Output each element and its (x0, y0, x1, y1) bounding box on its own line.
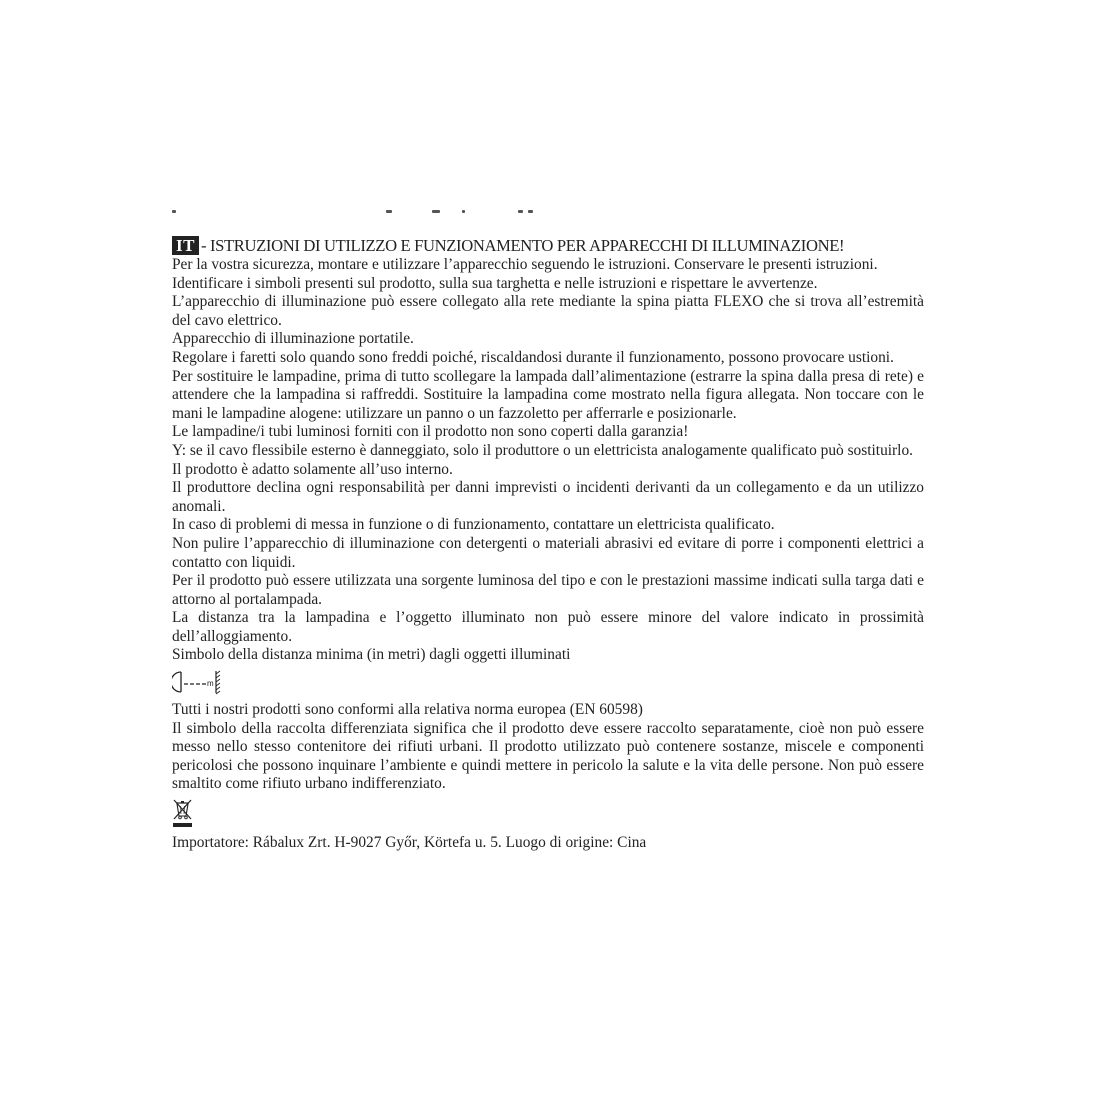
paragraph: Y: se il cavo flessibile esterno è danneggiato, solo il produttore o un elettricista analogamente qualificato può sostituirlo. (172, 441, 913, 459)
paragraph: La distanza tra la lampadina e l’oggetto illuminato non può essere minore del valore indicato in prossimità dell’alloggiamento. (172, 609, 924, 645)
paragraph: Identificare i simboli presenti sul prodotto, sulla sua targhetta e nelle istruzioni e rispettare le avvertenze. (172, 274, 818, 292)
paragraph: Simbolo della distanza minima (in metri) dagli oggetti illuminati (172, 646, 571, 664)
paragraph: Il produttore declina ogni responsabilità per danni imprevisti o incidenti derivanti da un collegamento e da un utilizzo anomali. (172, 479, 924, 515)
minimum-distance-symbol-icon (172, 669, 224, 695)
crossed-out-wheelie-bin-icon (172, 798, 194, 828)
importer-footer: Importatore: Rábalux Zrt. H-9027 Győr, Körtefa u. 5. Luogo di origine: Cina (172, 834, 647, 852)
paragraph: Tutti i nostri prodotti sono conformi alla relativa norma europea (EN 60598) (172, 701, 643, 719)
paragraph: Apparecchio di illuminazione portatile. (172, 330, 414, 348)
language-badge: IT (172, 236, 199, 255)
paragraph: Per il prodotto può essere utilizzata una sorgente luminosa del tipo e con le prestazioni massime indicati sulla targa dati e attorno al portalampada. (172, 572, 924, 608)
heading-title: - ISTRUZIONI DI UTILIZZO E FUNZIONAMENTO PER APPARECCHI DI ILLUMINAZIONE! (200, 235, 845, 255)
paragraph: Non pulire l’apparecchio di illuminazione con detergenti o materiali abrasivi ed evitare di porre i componenti elettrici a contatto con liquidi. (172, 534, 924, 571)
paragraph: Il simbolo della raccolta differenziata significa che il prodotto deve essere raccolto separatamente, cioè non può essere messo nello stesso contenitore dei rifiuti urbani. Il prodotto utilizzato può contenere sostanze, miscele e componenti pericolosi che possono inquinare l’ambiente e quindi mettere in pericolo la salute e la vita delle persone. Non può essere smaltito come rifiuto urbano indifferenziato. (172, 719, 924, 793)
document-heading (172, 234, 924, 256)
paragraph: In caso di problemi di messa in funzione o di funzionamento, contattare un elettricista qualificato. (172, 516, 775, 534)
clipped-text-fragment (172, 204, 924, 216)
paragraph: Le lampadine/i tubi luminosi forniti con il prodotto non sono coperti dalla garanzia! (172, 423, 689, 441)
distance-unit-label: m (207, 679, 214, 689)
paragraph: Il prodotto è adatto solamente all’uso interno. (172, 460, 453, 478)
paragraph: Per la vostra sicurezza, montare e utilizzare l’apparecchio seguendo le istruzioni. Conservare le presenti istruzioni. (172, 256, 878, 273)
instruction-document (172, 234, 924, 853)
paragraph: Regolare i faretti solo quando sono freddi poiché, riscaldandosi durante il funzionamento, possono provocare ustioni. (172, 348, 894, 366)
paragraph: Per sostituire le lampadine, prima di tutto scollegare la lampada dall’alimentazione (estrarre la spina dalla presa di rete) e attendere che la lampadina si raffreddi. Sostituire la lampadina come mostrato nella figura allegata. Non toccare con le mani le lampadine alogene: utilizzare un panno o un fazzoletto per afferrarle e posizionarle. (172, 367, 924, 422)
paragraph: L’apparecchio di illuminazione può essere collegato alla rete mediante la spina piatta FLEXO che si trova all’estremità del cavo elettrico. (172, 293, 924, 329)
